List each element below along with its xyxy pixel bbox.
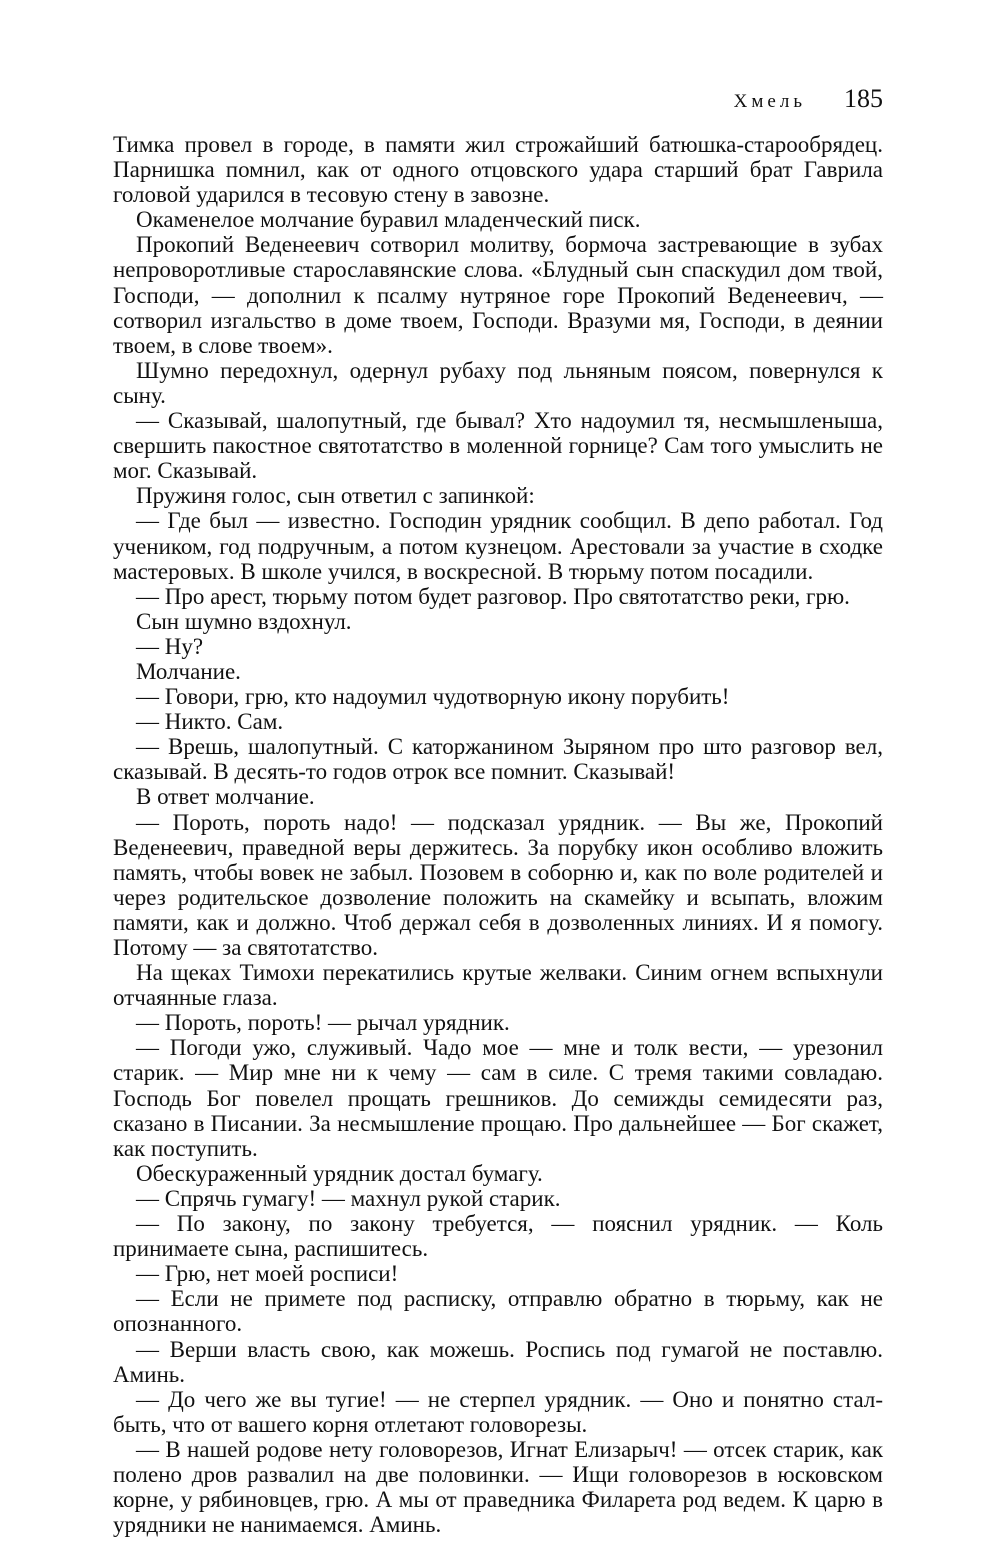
paragraph: Обескураженный урядник достал бумагу. bbox=[136, 1160, 543, 1186]
paragraph: — Пороть, пороть надо! — подсказал урядник. — Вы же, Прокопий Веденеевич, праведной веры держитесь. За порубку икон особливо вложить память, чтобы вовек не забыл. Позовем в соборню и, как по воле родителей и через родительское дозволение положить на скамейку и всыпать, вложим памяти, как и должно. Чтоб держал себя в дозволенных линиях. И я помогу. Потому — за святотатство. bbox=[113, 809, 883, 960]
paragraph: — Верши власть свою, как можешь. Роспись под гумагой не поставлю. Аминь. bbox=[113, 1336, 883, 1387]
paragraph: — Никто. Сам. bbox=[136, 709, 284, 735]
paragraph: Пружиня голос, сын ответил с запинкой: bbox=[136, 483, 535, 509]
paragraph: В ответ молчание. bbox=[136, 784, 315, 810]
paragraph: — В нашей родове нету головорезов, Игнат Елизарыч! — отсек старик, как полено дров развалил на две половинки. — Ищи головорезов в юсковском корне, у рябиновцев, грю. А мы от праведника Филарета род ведем. К царю в урядники не нанимаемся. Аминь. bbox=[113, 1436, 883, 1538]
paragraph: — Если не примете под расписку, отправлю обратно в тюрьму, как не опознанного. bbox=[113, 1286, 883, 1337]
paragraph: Сын шумно вздохнул. bbox=[136, 608, 352, 634]
page-header bbox=[113, 84, 883, 132]
paragraph: Тимка провел в городе, в памяти жил строжайший батюшка-старообрядец. Парнишка помнил, как от одного отцовского удара старший брат Гаврила головой ударился в тесовую стену в завозне. bbox=[113, 132, 883, 208]
paragraph: — Пороть, пороть! — рычал урядник. bbox=[136, 1010, 510, 1036]
paragraph: На щеках Тимохи перекатились крутые желваки. Синим огнем вспыхнули отчаянные глаза. bbox=[113, 960, 883, 1011]
body-text bbox=[113, 132, 883, 1537]
page-number: 185 bbox=[844, 84, 883, 113]
paragraph: — По закону, по закону требуется, — пояснил урядник. — Коль принимаете сына, распишитесь. bbox=[113, 1211, 883, 1262]
paragraph: — Сказывай, шалопутный, где бывал? Хто надоумил тя, несмышленыша, свершить пакостное святотатство в моленной горнице? Сам того умыслить не мог. Сказывай. bbox=[113, 408, 883, 484]
paragraph: — Погоди ужо, служивый. Чадо мое — мне и толк вести, — урезонил старик. — Мир мне ни к чему — сам в силе. С тремя такими совладаю. Господь Бог повелел прощать грешников. До семижды семидесяти раз, сказано в Писании. За несмышление прощаю. Про дальнейшее — Бог скажет, как поступить. bbox=[113, 1035, 883, 1161]
paragraph: — Врешь, шалопутный. С каторжанином Зыряном про што разговор вел, сказывай. В десять-то годов отрок все помнит. Сказывай! bbox=[113, 734, 883, 785]
running-title: Хмель bbox=[733, 91, 806, 112]
paragraph: — Говори, грю, кто надоумил чудотворную икону порубить! bbox=[136, 684, 730, 710]
paragraph: — Спрячь гумагу! — махнул рукой старик. bbox=[136, 1185, 561, 1211]
paragraph: Окаменелое молчание буравил младенческий писк. bbox=[136, 207, 641, 233]
paragraph: Молчание. bbox=[136, 658, 241, 684]
paragraph: — До чего же вы тугие! — не стерпел урядник. — Оно и понятно стал-быть, что от вашего корня отлетают головорезы. bbox=[113, 1386, 883, 1437]
paragraph: — Ну? bbox=[136, 633, 204, 659]
paragraph: — Грю, нет моей росписи! bbox=[136, 1261, 399, 1287]
book-page bbox=[113, 84, 883, 1537]
paragraph: Прокопий Веденеевич сотворил молитву, бормоча застревающие в зубах непроворотливые старославянские слова. «Блудный сын спаскудил дом твой, Господи, — дополнил к псалму нутряное горе Прокопий Веденеевич, — сотворил изгальство в доме твоем, Господи. Вразуми мя, Господи, в деянии твоем, в слове твоем». bbox=[113, 232, 883, 358]
paragraph: — Где был — известно. Господин урядник сообщил. В депо работал. Год учеником, год подручным, а потом кузнецом. Арестовали за участие в сходке мастеровых. В школе учился, в воскресной. В тюрьму потом посадили. bbox=[113, 508, 883, 584]
paragraph: Шумно передохнул, одернул рубаху под льняным поясом, повернулся к сыну. bbox=[113, 357, 883, 408]
paragraph: — Про арест, тюрьму потом будет разговор. Про святотатство реки, грю. bbox=[136, 583, 850, 609]
